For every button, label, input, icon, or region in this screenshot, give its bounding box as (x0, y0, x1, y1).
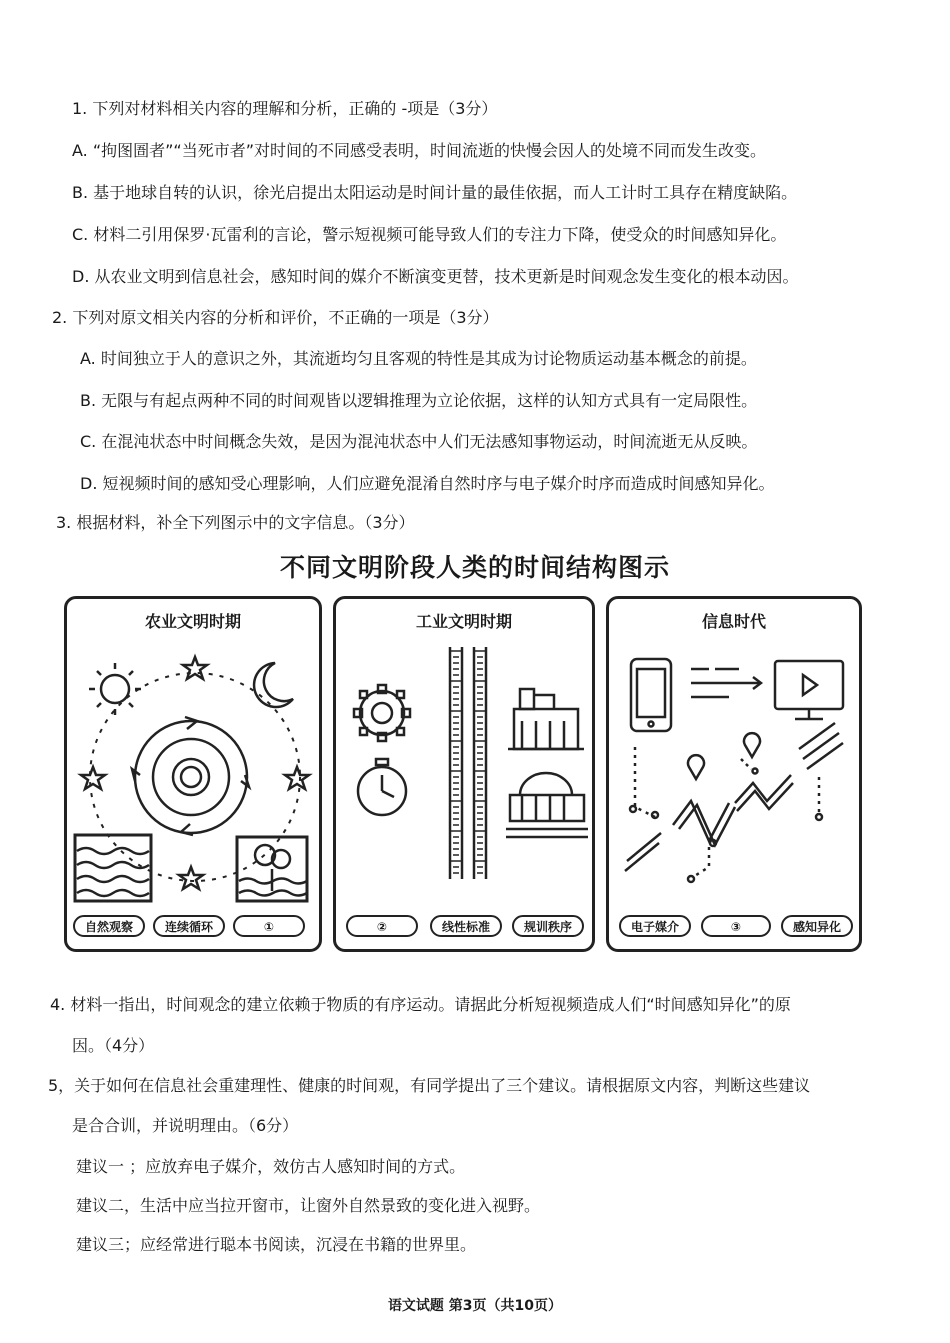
star-icon (285, 767, 309, 789)
question-1-option-d: D. 从农业文明到信息社会，感知时间的媒介不断演变更替，技术更新是时间观念发生变化的根本动因。 (72, 267, 799, 286)
question-2-stem: 2. 下列对原文相关内容的分析和评价，不正确的一项是（3分） (52, 308, 499, 327)
pill-discipline-order: 规训秩序 (512, 915, 584, 937)
pill-linear-standard: 线性标准 (430, 915, 502, 937)
panel-agricultural (64, 596, 322, 952)
panel-information-title: 信息时代 (701, 612, 766, 631)
panel-agricultural-title: 农业文明时期 (144, 612, 241, 631)
moon-icon (254, 663, 293, 707)
gear-icon (354, 685, 410, 741)
question-3-stem: 3. 根据材料，补全下列图示中的文字信息。（3分） (56, 513, 415, 532)
panel-information-age (606, 596, 862, 952)
question-2-option-c: C. 在混沌状态中时间概念失效，是因为混沌状态中人们无法感知事物运动，时间流逝无从反映。 (80, 432, 758, 451)
page-footer: 语文试题 第3页（共10页） (387, 1298, 563, 1314)
question-2-option-d: D. 短视频时间的感知受心理影响，人们应避免混淆自然时序与电子媒介时序而造成时间感知异化。 (80, 474, 775, 493)
monitor-icon (775, 661, 843, 719)
star-icon (179, 867, 203, 889)
suggestion-3: 建议三；应经常进行聪本书阅读，沉浸在书籍的世界里。 (76, 1235, 477, 1254)
question-1-option-c: C. 材料二引用保罗·瓦雷利的言论，警示短视频可能导致人们的专注力下降，使受众的时间感知异化。 (72, 225, 787, 244)
information-illustration (609, 599, 865, 955)
question-4-stem-line-2: 因。（4分） (72, 1036, 155, 1055)
question-5-stem-line-2: 是合合训，并说明理由。（6分） (72, 1116, 299, 1135)
phone-icon (631, 659, 671, 731)
pill-blank-3[interactable]: ③ (701, 915, 771, 937)
question-5-stem-line-1: 5，关于如何在信息社会重建理性、健康的时间观，有同学提出了三个建议。请根据原文内容，判断这些建议 (48, 1076, 811, 1095)
pill-blank-1[interactable]: ① (233, 915, 305, 937)
pill-perception-alienation: 感知异化 (781, 915, 853, 937)
panel-industrial (333, 596, 595, 952)
stopwatch-icon (358, 759, 406, 815)
question-2-option-a: A. 时间独立于人的意识之外，其流逝均匀且客观的特性是其成为讨论物质运动基本概念的前提。 (80, 349, 757, 368)
pill-electronic-media: 电子媒介 (619, 915, 691, 937)
suggestion-2: 建议二，生活中应当拉开窗市，让窗外自然景致的变化进入视野。 (76, 1196, 541, 1215)
factory-icon (508, 689, 584, 749)
sun-icon (89, 663, 141, 715)
suggestion-1: 建议一 ；应放弃电子媒介，效仿古人感知时间的方式。 (76, 1157, 466, 1176)
pill-continuous-cycle: 连续循环 (153, 915, 225, 937)
railway-icon (506, 773, 588, 837)
location-pin-icon (688, 755, 704, 779)
industrial-illustration (336, 599, 598, 955)
panel-industrial-title: 工业文明时期 (415, 612, 512, 631)
question-4-stem-line-1: 4. 材料一指出，时间观念的建立依赖于物质的有序运动。请据此分析短视频造成人们“时间感知异化”的原 (50, 995, 791, 1014)
star-icon (183, 657, 207, 679)
location-pin-icon (744, 733, 760, 757)
star-icon (81, 767, 105, 789)
question-1-option-a: A. “拘图圄者”“当死市者”对时间的不同感受表明，时间流逝的快慢会因人的处境不同而发生改变。 (72, 141, 766, 160)
question-2-option-b: B. 无限与有起点两种不同的时间观皆以逻辑推理为立论依据，这样的认知方式具有一定局限性。 (80, 391, 758, 410)
pill-nature-observation: 自然观察 (73, 915, 145, 937)
diagram-title: 不同文明阶段人类的时间结构图示 (279, 553, 670, 582)
question-1-stem: 1. 下列对材料相关内容的理解和分析，正确的 -项是（3分） (72, 99, 498, 118)
question-1-option-b: B. 基于地球自转的认识，徐光启提出太阳运动是时间计量的最佳依据，而人工计时工具存在精度缺陷。 (72, 183, 798, 202)
agricultural-illustration (67, 599, 325, 955)
pill-blank-2[interactable]: ② (346, 915, 418, 937)
